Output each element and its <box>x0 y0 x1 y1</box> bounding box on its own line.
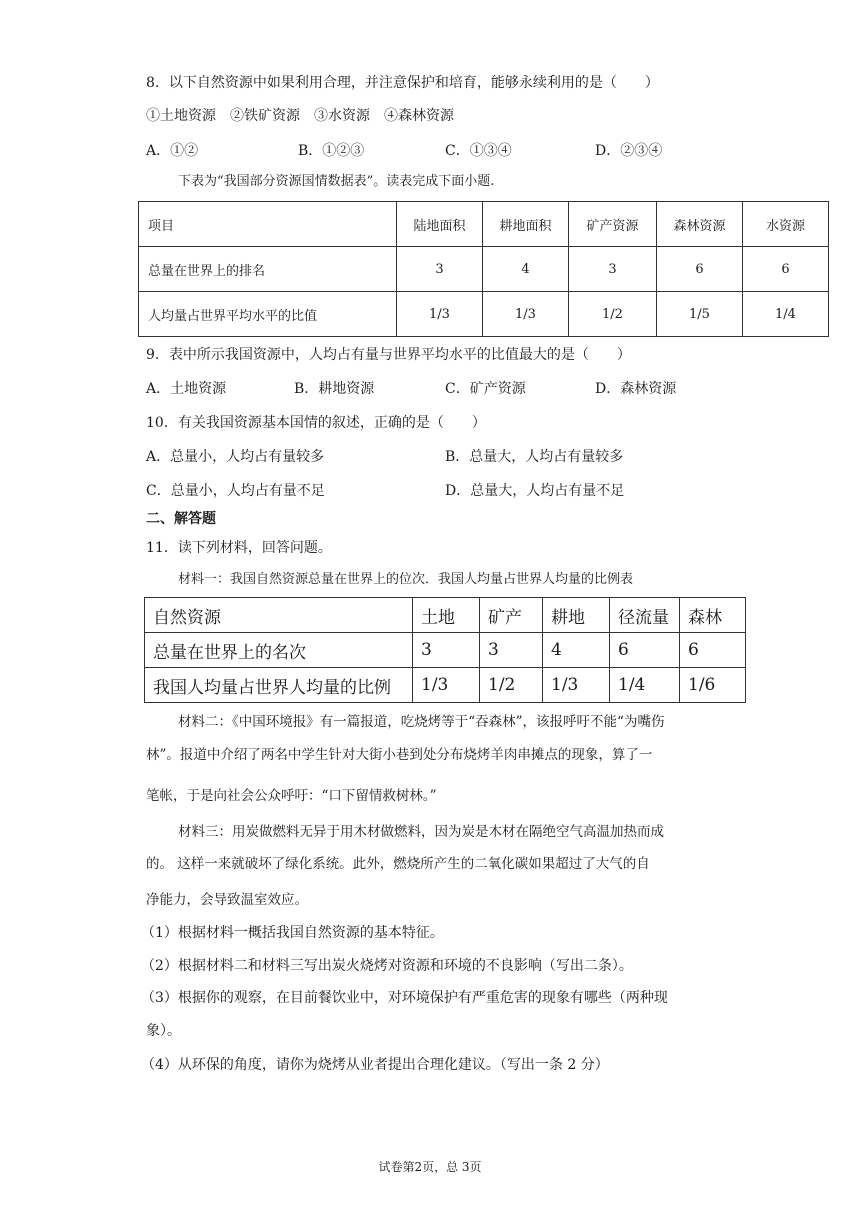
table-cell: 3 <box>413 633 480 668</box>
table-cell: 1/3 <box>483 292 569 337</box>
table-header-cell: 耕地面积 <box>483 202 569 247</box>
resource-data-table <box>138 201 829 337</box>
table-row <box>145 598 746 633</box>
table-cell: 4 <box>483 247 569 292</box>
q11-stem: 11．读下列材料，回答问题。 <box>146 540 332 556</box>
table-header-cell: 耕地 <box>543 598 610 633</box>
material2-line: 笔帐，于是向社会公众呼吁：“口下留情救树林。” <box>146 788 437 804</box>
table-cell: 1/4 <box>610 668 680 703</box>
table-cell: 1/2 <box>480 668 543 703</box>
table-header-cell: 土地 <box>413 598 480 633</box>
material2-line: 林”。报道中介绍了两名中学生针对大街小巷到处分布烧烤羊肉串摊点的现象，算了一 <box>146 747 653 763</box>
table-cell: 总量在世界上的名次 <box>145 633 413 668</box>
q8-option-c: C．①③④ <box>445 143 512 159</box>
q9-option-c: C．矿产资源 <box>445 381 526 397</box>
table-row <box>145 668 746 703</box>
table-cell: 6 <box>657 247 743 292</box>
table-cell: 1/3 <box>413 668 480 703</box>
material1-title: 材料一：我国自然资源总量在世界上的位次．我国人均量占世界人均量的比例表 <box>178 572 634 587</box>
table-cell: 1/2 <box>569 292 657 337</box>
table1-intro: 下表为“我国部分资源国情数据表”。读表完成下面小题. <box>178 174 495 189</box>
q9-option-b: B．耕地资源 <box>294 381 375 397</box>
table-cell: 6 <box>610 633 680 668</box>
q10-stem: 10．有关我国资源基本国情的叙述，正确的是（ ） <box>146 415 486 431</box>
table-cell: 3 <box>480 633 543 668</box>
table-header-cell: 自然资源 <box>145 598 413 633</box>
material3-line: 材料三：用炭做燃料无异于用木材做燃料，因为炭是木材在隔绝空气高温加热而成 <box>178 824 664 840</box>
material2-line: 材料二：《中国环境报》有一篇报道，吃烧烤等于“吞森林”，该报呼吁不能“为嘴伤 <box>178 714 665 730</box>
table-cell: 总量在世界上的排名 <box>139 247 397 292</box>
subquestion-3-cont: 象）。 <box>146 1023 181 1039</box>
table-cell: 1/3 <box>543 668 610 703</box>
table-header-cell: 陆地面积 <box>397 202 483 247</box>
section-heading: 二、解答题 <box>146 511 216 527</box>
table-cell: 1/4 <box>743 292 829 337</box>
q9-stem: 9．表中所示我国资源中，人均占有量与世界平均水平的比值最大的是（ ） <box>146 347 631 363</box>
table-header-cell: 项目 <box>139 202 397 247</box>
table-header-cell: 森林 <box>680 598 746 633</box>
table-cell: 我国人均量占世界人均量的比例 <box>145 668 413 703</box>
table-row <box>139 202 829 247</box>
table-cell: 1/6 <box>680 668 746 703</box>
subquestion-4: （4）从环保的角度，请你为烧烤从业者提出合理化建议。（写出一条 2 分） <box>141 1057 609 1073</box>
table-row <box>139 247 829 292</box>
q8-option-a: A．①② <box>146 143 199 159</box>
q9-option-d: D．森林资源 <box>595 381 677 397</box>
q10-option-b: B．总量大，人均占有量较多 <box>445 449 624 465</box>
resource-ratio-table <box>144 597 746 703</box>
material3-line: 的。 这样一来就破坏了绿化系统。此外，燃烧所产生的二氧化碳如果超过了大气的自 <box>146 856 650 872</box>
table-header-cell: 水资源 <box>743 202 829 247</box>
table-cell: 1/5 <box>657 292 743 337</box>
table-cell: 4 <box>543 633 610 668</box>
q8-stem: 8．以下自然资源中如果利用合理，并注意保护和培育，能够永续利用的是（ ） <box>146 75 659 91</box>
table-row <box>139 292 829 337</box>
subquestion-1: （1）根据材料一概括我国自然资源的基本特征。 <box>141 925 444 941</box>
table-row <box>145 633 746 668</box>
q10-option-a: A．总量小，人均占有量较多 <box>146 449 325 465</box>
table-cell: 人均量占世界平均水平的比值 <box>139 292 397 337</box>
q8-option-d: D．②③④ <box>595 143 663 159</box>
table-header-cell: 森林资源 <box>657 202 743 247</box>
table-cell: 3 <box>569 247 657 292</box>
q8-items: ①土地资源 ②铁矿资源 ③水资源 ④森林资源 <box>146 108 454 124</box>
table-cell: 1/3 <box>397 292 483 337</box>
material3-line: 净能力，会导致温室效应。 <box>146 892 308 908</box>
table-cell: 6 <box>680 633 746 668</box>
page-footer: 试卷第2页，总 3页 <box>378 1160 482 1174</box>
table-header-cell: 矿产资源 <box>569 202 657 247</box>
table-header-cell: 矿产 <box>480 598 543 633</box>
subquestion-3: （3）根据你的观察，在目前餐饮业中，对环境保护有严重危害的现象有哪些（两种现 <box>141 990 668 1006</box>
q10-option-d: D．总量大，人均占有量不足 <box>445 483 625 499</box>
q9-option-a: A．土地资源 <box>146 381 227 397</box>
table-cell: 6 <box>743 247 829 292</box>
table-header-cell: 径流量 <box>610 598 680 633</box>
subquestion-2: （2）根据材料二和材料三写出炭火烧烤对资源和环境的不良影响（写出二条）。 <box>141 958 633 974</box>
q8-option-b: B．①②③ <box>298 143 365 159</box>
q10-option-c: C．总量小，人均占有量不足 <box>146 483 325 499</box>
table-cell: 3 <box>397 247 483 292</box>
